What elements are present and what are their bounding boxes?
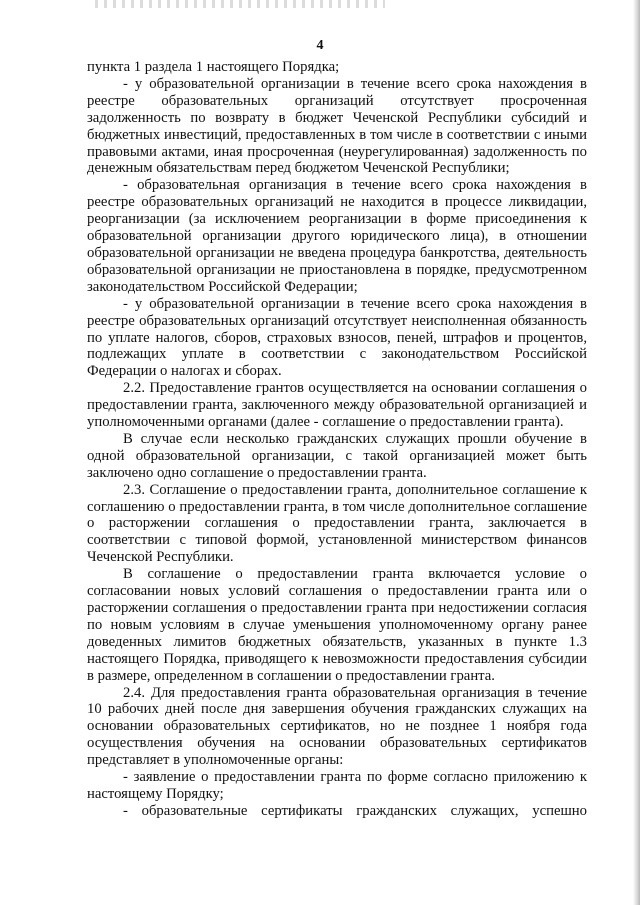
paragraph-2-3: 2.3. Соглашение о предоставлении гранта, дополнительное соглашение к соглашению о предоставлении гранта, в том числе дополнительное соглашение о расторжении соглашения о предоставлении гранта, заключается в соответствии с типовой формой, установленной министерством финансов Чеченской Республики.: [87, 481, 587, 566]
paragraph-condition-taxes: - у образовательной организации в течение всего срока нахождения в реестре образовательных организаций отсутствует неисполненная обязанность по уплате налогов, сборов, страховых взносов, пеней, штрафов и процентов, подлежащих уплате в соответствии с законодательством Российской Федерации о налогах и сборах.: [87, 295, 587, 380]
document-body: [87, 59, 587, 820]
page-number: 4: [316, 38, 324, 53]
paragraph-condition-liquidation: - образовательная организация в течение всего срока нахождения в реестре образовательных организаций не находится в процессе ликвидации, реорганизации (за исключением реорганизации в форме присоединения к образовательной организации другого юридического лица), в отношении образовательной организации не введена процедура банкротства, деятельность образовательной организации не приостановлена в порядке, предусмотренном законодательством Российской Федерации;: [87, 177, 587, 295]
paragraph-single-agreement: В случае если несколько гражданских служащих прошли обучение в одной образовательной организации, с такой организацией может быть заключено одно соглашение о предоставлении гранта.: [87, 430, 587, 481]
paragraph-condition-debt: - у образовательной организации в течение всего срока нахождения в реестре образовательных организаций отсутствует просроченная задолженность по возврату в бюджет Чеченской Республики субсидий и бюджетных инвестиций, предоставленных в том числе в соответствии с иными правовыми актами, иная просроченная (неурегулированная) задолженность по денежным обязательствам перед бюджетом Чеченской Республики;: [87, 75, 587, 177]
paragraph-2-2: 2.2. Предоставление грантов осуществляется на основании соглашения о предоставлении гранта, заключенного между образовательной организацией и уполномоченными органами (далее - соглашение о предоставлении гранта).: [87, 380, 587, 431]
page-edge-shadow: [633, 0, 640, 905]
paragraph-agreement-condition: В соглашение о предоставлении гранта включается условие о согласовании новых условий соглашения о предоставлении гранта или о расторжении соглашения о предоставлении гранта при недостижении согласия по новым условиям в случае уменьшения уполномоченному органу ранее доведенных лимитов бюджетных обязательств, указанных в пункте 1.3 настоящего Порядка, приводящего к невозможности предоставления субсидии в размере, определенном в соглашении о предоставлении гранта.: [87, 566, 587, 684]
paragraph-continuation: пункта 1 раздела 1 настоящего Порядка;: [87, 59, 340, 75]
list-item-certificates: - образовательные сертификаты гражданских служащих, успешно: [123, 802, 587, 819]
scan-artifact: [95, 0, 385, 8]
list-item-application: - заявление о предоставлении гранта по форме согласно приложению к настоящему Порядку;: [87, 769, 587, 802]
paragraph-2-4: 2.4. Для предоставления гранта образовательная организация в течение 10 рабочих дней после дня завершения обучения гражданских служащих на основании образовательных сертификатов, но не позднее 1 ноября года осуществления обучения на основании образовательных сертификатов представляет в уполномоченные органы:: [87, 684, 587, 769]
